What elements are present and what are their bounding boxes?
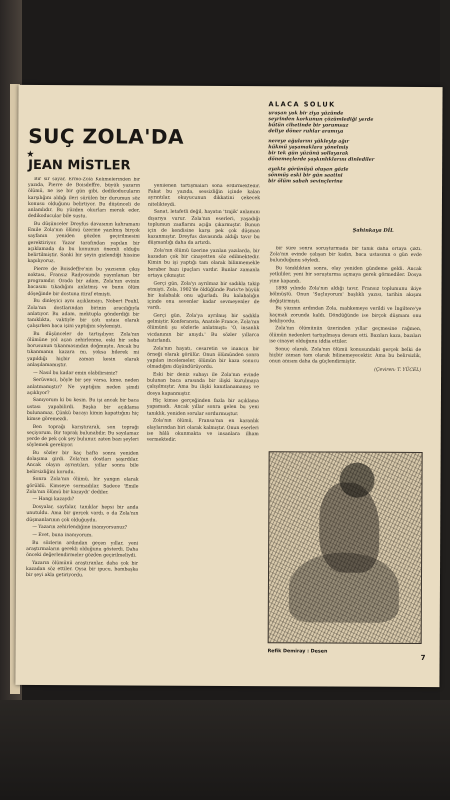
poem-line: bütün cihetinde bir yorumsuz <box>268 122 349 129</box>
paragraph: Bu düşünceler de tartışılıyor. Zola'nın ölümüne yol açan zehirlenme, eski bir soba borusunun tıkanmasından doğmuştu. Ancak bu tıkanmanın kazara mı, yoksa bilerek mi yapıldığı hiçbir zaman kesin olarak anlaşılamamıştır. <box>27 331 140 369</box>
illustration-head <box>339 463 374 498</box>
paragraph: — Evet, buna inanıyorum. <box>32 532 93 539</box>
star-icon: ★ <box>26 149 35 160</box>
page-number: 7 <box>420 654 426 663</box>
poem-line: hükmü yaşamaklara yönelmiş <box>268 144 349 151</box>
paragraph: yenilenen tartışmaları sona erdirmektedir. Fakat bu yazıda, sessizliğin içinde kalan ayrıntılar, okuyucunun dikkatini çekecek nitelikteydi. <box>147 183 261 208</box>
poem-line: bir ölüm sabah sevinçlerine <box>268 178 343 185</box>
column-middle <box>145 184 260 679</box>
poem-line: bir tek gün yüzünü sollayarak <box>268 150 349 157</box>
article-author: JEAN MİSTLER <box>28 157 131 174</box>
illustration-drawing <box>268 451 423 644</box>
paragraph: Bu sözlerin ardından geçen yıllar, yeni araştırmaların gerekli olduğunu gösterdi. Daha önceki değerlendirmeler gözden geçirilmeliydi. <box>26 540 139 559</box>
paragraph: Sonra Zola'nın ölümü, bir yangın olarak görüldü. Kimseye sormadılar. Sadece 'Emile Zola'nın ölümü bir kazaydı' dediler. <box>26 477 139 496</box>
poem-line: sönmüş eski bir gün saatini <box>268 172 343 179</box>
paragraph: Zola'nın ölümünün üzerinden yıllar geçmesine rağmen, ölümün nedenleri tartışılmaya devam etti. Bazıları kaza, bazıları ise cinayet olduğunu iddia ettiler. <box>269 326 422 345</box>
magazine-page <box>15 85 442 687</box>
poem-line: nereye ağularını yükleyip ağır <box>268 138 350 145</box>
caption-text: Refik Demiray : Desen <box>267 649 328 655</box>
paragraph: Sanat, letafetli değil, hayatın 'trajik' anlamını dışarıya vurur. Zola'nın eserleri, yaşadığı toplumun zaaflarını açığa çıkarmıştır. Bunun için de kendisine karşı pek çok düşman kazanmıştır. Dreyfus davasında aldığı tavır bu düşmanlığı daha da artırdı. <box>147 209 260 247</box>
paragraph: Yazarın ölümünü araştıranlar, daha çok bir kazadan söz ettiler. Oysa bir ipucu, bambaşka bir şeyi akla getiriyordu. <box>25 560 139 579</box>
paragraph: Dosyalar, sayfalar, tanıklar hepsi bir anda unutuldu. Ama bir gerçek vardı, o da Zola'nın düşmanlarının çok olduğuydu. <box>26 505 139 523</box>
illustration-base <box>289 552 399 623</box>
column-right <box>269 246 422 447</box>
paragraph: Bir sır sayar, Ermo-Zola Kelimelerinden bir yazıda, Pierre de Boisdeffre, büyük yazarın ölümü, ne ise bir gün gibi, dedikoducuların karşılığını aldığı ileri sürülen bir durumun söz konusu olduğunu belirtiyor. Bu düşünceli de anlamlıdır. Bu yüzden okurları merak eder, dedikoducular bile sustu. <box>27 176 141 220</box>
paragraph: Serüvenci, böyle bir şey varsa, kime, neden anlatmamıştır? Ne yaptığını neden şimdi açıklıyor? <box>26 378 140 396</box>
paragraph: Bu tanıklıktan sonra, olay yeniden gündeme geldi. Ancak yetkililer, yeni bir soruşturma açmaya gerek görmediler. Dosya yine kapandı. <box>269 266 422 284</box>
paragraph: Ben toprağı karıştırarak, son toprağı seçiyorum. Bir toprak bulunabilir. Bu sayılamaz yerde de pek çok şey bulunur, zaten bazı şeyleri söylemek gerekiyor. <box>26 424 139 449</box>
poem-line: uraşan yok bir ziya yüzünde <box>268 110 344 117</box>
poem-line: seyrinden korkunun çözümlediği yerde <box>268 116 374 123</box>
paragraph: 1898 yılında Zola'nın aldığı tavır, Fransız toplumunu ikiye bölmüştü. Onun 'Suçluyorum' başlıklı yazısı, tarihin akışını değiştirmişti. <box>269 286 422 304</box>
paragraph: Zola'nın ölümü üzerine yazılan yazılarda, bir kazadan çok bir cinayetten söz edilmektedir. Kimin bu işi yaptığı tam olarak bilinmemekle beraber bazı ipuçları vardır. Bunlar zamanla ortaya çıkmıştır. <box>147 248 260 279</box>
paragraph: Pierre de Boisdeffre'nin bu yazısının çıkış noktası, Fransız Radyosunda yayınlanan bir programdır. Orada bir adam, Zola'nın evinin bacasını tıkadığını anlatmış ve bunu ölüm döşeğinde bir dostuna itiraf etmişti. <box>27 266 140 298</box>
paragraph: Bu dinleyici aynı açıklamayı, Nobert Pouhl, Zola'nın dostlarından birinin aracılığıyla anlatıyor. Bu adam, mektupla gönderdiği bir tanıklıkta, vaktiyle bir çatı ustası olarak çalışırken baca işini yaptığını söylemişti. <box>27 299 140 330</box>
paragraph: Bu yazının ardından Zola, mahkemeye verildi ve İngiltere'ye kaçmak zorunda kaldı. Döndüğünde ise birçok düşmanı onu bekliyordu. <box>269 306 422 325</box>
paragraph: Sanıyorum ki bu kesin. Bu işi ancak bir baca ustası yapabilirdi. Başka bir açıklama bulunamaz. Çünkü bacayı kimin kapattığını hiç kimse göremezdi. <box>26 398 139 423</box>
poem-line: deliye döner ruhlar aramıya <box>268 128 344 135</box>
translator-credit: (Çeviren: T. YÜCEL) <box>374 367 422 374</box>
paragraph: Bu sözler bir kaç hafta sonra yeniden dolaşıma girdi. Zola'nın dostları şaşırdılar. Ancak olayın ayrıntıları, yıllar sonra bile belirsizliğini korudu. <box>26 451 139 475</box>
paragraph: Bu düşünceler Dreyfus davasının kahramanı Emile Zola'nın ölümü üzerine yazılmış birçok sayfanın yeniden gözden geçirilmesini gerektiriyor. Yazar tarafından yapılan bir açıklamada da bu konunun önemli olduğu belirtilmiştir. Sanki bir şeyin gizlendiği hissine kapılıyoruz. <box>27 221 140 265</box>
paragraph: — Hangi kazaydı? <box>32 497 75 503</box>
paragraph: — Nasıl bu kadar emin olabilirsiniz? <box>33 370 118 377</box>
paragraph: Zola'nın hayatı, cesaretin ve inancın bir örneği olarak görülür. Onun ölümünden sonra yapılan incelemeler, ölümün bir kaza sonucu olmadığını düşündürüyordu. <box>147 346 260 371</box>
poem-title: ALACA SOLUK <box>268 100 336 109</box>
paragraph: Sonuç olarak, Zola'nın ölümü konusundaki gerçek belki de hiçbir zaman tam olarak bilinemeyecektir. Ama bu belirsizlik, onun anısını daha da güçlendirmiştir. <box>269 346 422 365</box>
poem-line: dönemeçlerde şaşkınlıklarını dinlediler <box>268 156 375 163</box>
background-bottom <box>0 700 450 800</box>
paragraph: Hiç kimse gerçeğinden fazla bir açıklama yapamadı. Ancak yıllar sonra gelen bu yeni tanıklık, yeniden sorular sordurmuştur. <box>146 398 259 417</box>
paragraph: Gerçi gün, Zola'ya ayrılmış bir sadıkla gelmiştir. Konferansta, Anatole France, Zola'nın ölümünü şu sözlerle anlatmıştı: 'O, insanlık vicdanının bir anıydı.' Bu sözler yıllarca hatırlandı. <box>147 313 260 344</box>
poem-line: ayakta görünüşü oluşan gözle <box>268 166 349 173</box>
paragraph: Eski bir deniz subayı ile Zola'nın evinde bulunan baca arasında bir ilişki kurulmaya çalışılmıştır. Ama bu ilişki kanıtlanamamış ve dosya kapanmıştır. <box>146 372 260 397</box>
illustration-caption <box>268 649 420 655</box>
paragraph: — Yazarın zehirlendiğine inanıyorsunuz? <box>32 525 128 531</box>
paragraph: Gerçi gün, Zola'yı ayrılmaz bir sadıkla takip etmişti. Zola, 1902'de öldüğünde Paris'te büyük bir kalabalık onu uğurladı. Bu kalabalığın içinde onu sevenler kadar sevmeyenler de vardı. <box>147 281 260 312</box>
poem-author: Şahinkaya DİL <box>352 227 394 234</box>
paragraph: Zola'nın ölümü, Fransa'nın en karanlık olaylarından biri olarak kalmıştır. Onun eserleri ise hâlâ okunmakta ve insanlara ilham vermektedir. <box>146 418 259 443</box>
article-title: SUÇ ZOLA'DA <box>28 123 185 149</box>
poem-block <box>268 110 428 185</box>
column-left <box>25 177 140 678</box>
paragraph: bir süre sonra soruşturmada bir tanık daha ortaya çıktı. Zola'nın evinde çalışan bir kadın, baca ustasının o gün evde bulunduğunu söyledi. <box>269 246 422 264</box>
